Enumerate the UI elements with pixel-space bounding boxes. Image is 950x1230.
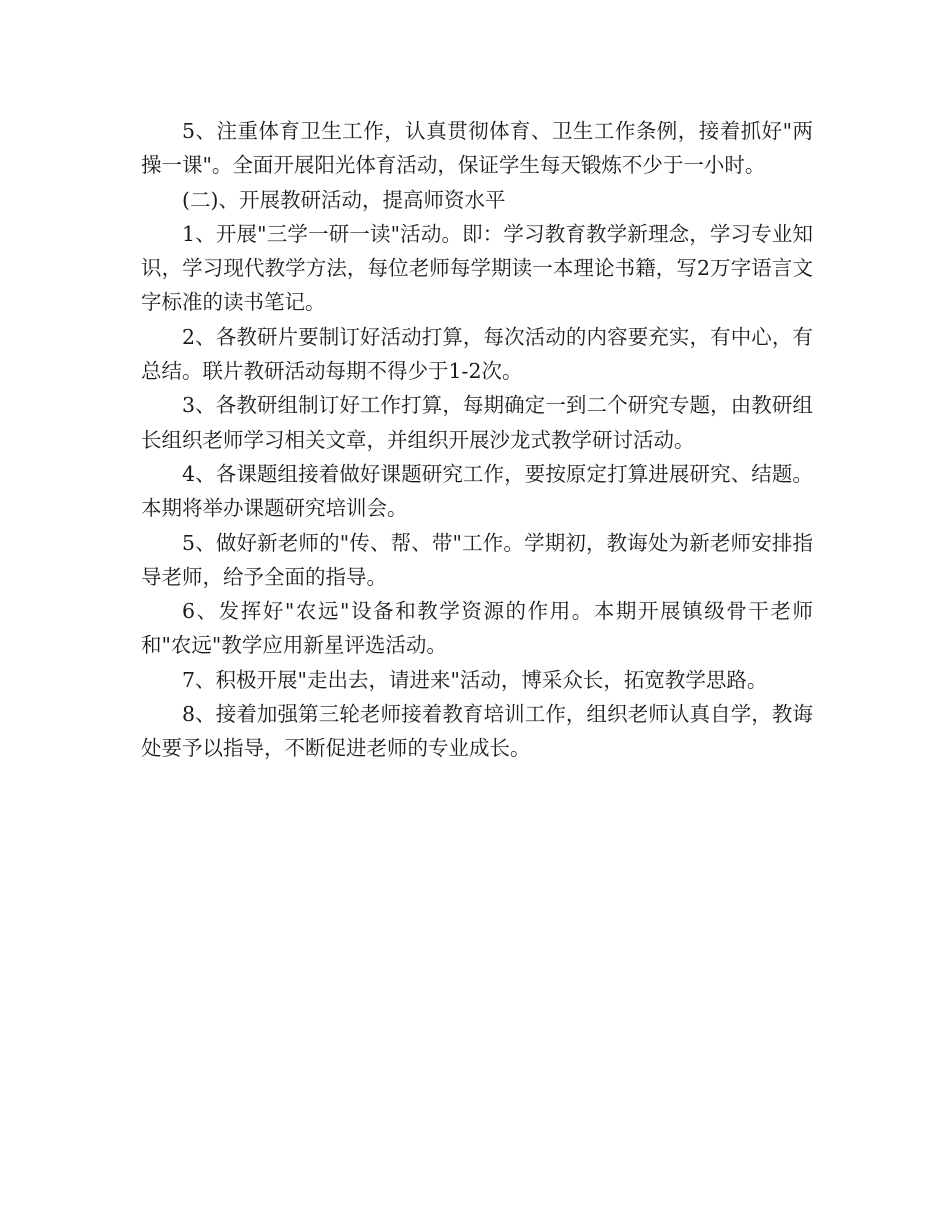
paragraph-study-activity: 1、开展"三学一研一读"活动。即：学习教育教学新理念，学习专业知识，学习现代教学方法，每位老师每学期读一本理论书籍，写2万字语言文字标准的读书笔记。 — [141, 221, 813, 315]
paragraph-exchange-activity: 7、积极开展"走出去，请进来"活动，博采众长，拓宽教学思路。 — [182, 667, 768, 692]
paragraph-continuing-education: 8、接着加强第三轮老师接着教育培训工作，组织老师认真自学，教诲处要予以指导，不断促进老师的专业成长。 — [141, 702, 813, 761]
paragraph-research-group-plan: 3、各教研组制订好工作打算，每期确定一到二个研究专题，由教研组长组织老师学习相关文章，并组织开展沙龙式教学研讨活动。 — [141, 393, 813, 452]
paragraph-research-area-plan: 2、各教研片要制订好活动打算，每次活动的内容要充实，有中心，有总结。联片教研活动每期不得少于1-2次。 — [141, 324, 813, 384]
paragraph-new-teacher-mentoring: 5、做好新老师的"传、帮、带"工作。学期初，教诲处为新老师安排指导老师，给予全面的指导。 — [141, 530, 813, 589]
section-heading-teaching-research: (二)、开展教研活动，提高师资水平 — [182, 187, 506, 212]
paragraph-pe-hygiene: 5、注重体育卫生工作，认真贯彻体育、卫生工作条例，接着抓好"两操一课"。全面开展阳光体育活动，保证学生每天锻炼不少于一小时。 — [141, 119, 813, 178]
document-body — [141, 114, 813, 766]
paragraph-project-research: 4、各课题组接着做好课题研究工作，要按原定打算进展研究、结题。本期将举办课题研究培训会。 — [141, 461, 813, 521]
paragraph-rural-distance-education: 6、发挥好"农远"设备和教学资源的作用。本期开展镇级骨干老师和"农远"教学应用新星评选活动。 — [141, 599, 813, 658]
